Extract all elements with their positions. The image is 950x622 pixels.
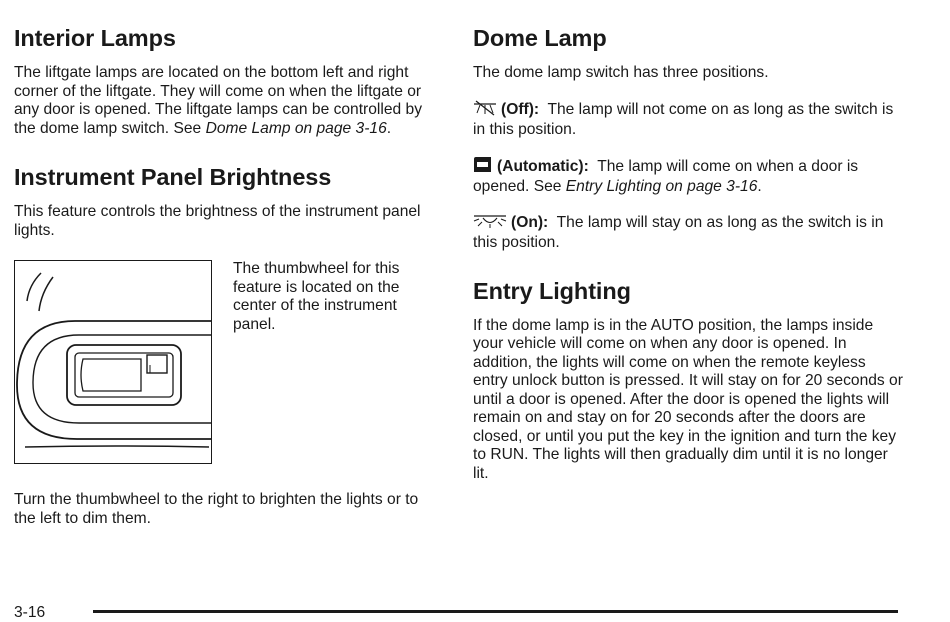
entry-lighting-heading: Entry Lighting xyxy=(473,277,631,304)
right-column xyxy=(473,22,903,483)
dome-lamp-intro: The dome lamp switch has three positions. xyxy=(473,64,769,81)
dome-lamp-reference: Dome Lamp on page 3-16 xyxy=(205,119,387,137)
dome-on-icon xyxy=(473,213,507,235)
dome-off-paragraph: (Off): The lamp will not come on as long as the switch is in this position. xyxy=(473,100,894,138)
entry-lighting-paragraph: If the dome lamp is in the AUTO position, the lamps inside your vehicle will come on when any door is opened. In addition, the lights will come on when the remote keyless entry unlock button is pressed. It will stay on for 20 seconds or until a door is opened. After the door is opened the lights will remain on and stay on for 20 seconds after the doors are closed, or until you put the key in the ignition and turn the key to RUN. The lights will then gradually dim until it is no longer lit. xyxy=(473,316,903,482)
door-icon xyxy=(473,156,493,179)
instrument-panel-brightness-heading: Instrument Panel Brightness xyxy=(14,164,332,190)
thumbwheel-caption: The thumbwheel for this feature is located on the center of the instrument panel. xyxy=(233,260,400,333)
thumbwheel-instructions: Turn the thumbwheel to the right to brighten the lights or to the left to dim them. xyxy=(14,491,419,527)
dome-automatic-paragraph: (Automatic): The lamp will come on when a door is opened. See Entry Lighting on page 3-16. xyxy=(473,157,859,195)
dome-off-icon xyxy=(473,100,497,122)
entry-lighting-reference: Entry Lighting on page 3-16 xyxy=(565,178,758,195)
interior-lamps-heading: Interior Lamps xyxy=(14,25,176,51)
thumbwheel-icon xyxy=(15,261,211,463)
thumbwheel-figure-block xyxy=(14,260,434,466)
dome-lamp-heading: Dome Lamp xyxy=(473,25,607,51)
thumbwheel-illustration xyxy=(14,260,212,464)
brightness-paragraph: This feature controls the brightness of the instrument panel lights. xyxy=(14,203,421,239)
page-number: 3-16 xyxy=(14,604,46,621)
left-column xyxy=(14,22,434,528)
footer-rule xyxy=(93,610,898,613)
interior-lamps-paragraph: The liftgate lamps are located on the bottom left and right corner of the liftgate. They will come on when the liftgate or any door is opened. The liftgate lamps can be controlled by the dome lamp switch. See Dome Lamp on page 3-16. xyxy=(14,64,423,137)
dome-on-paragraph: (On): The lamp will stay on as long as the switch is in this position. xyxy=(473,213,884,251)
